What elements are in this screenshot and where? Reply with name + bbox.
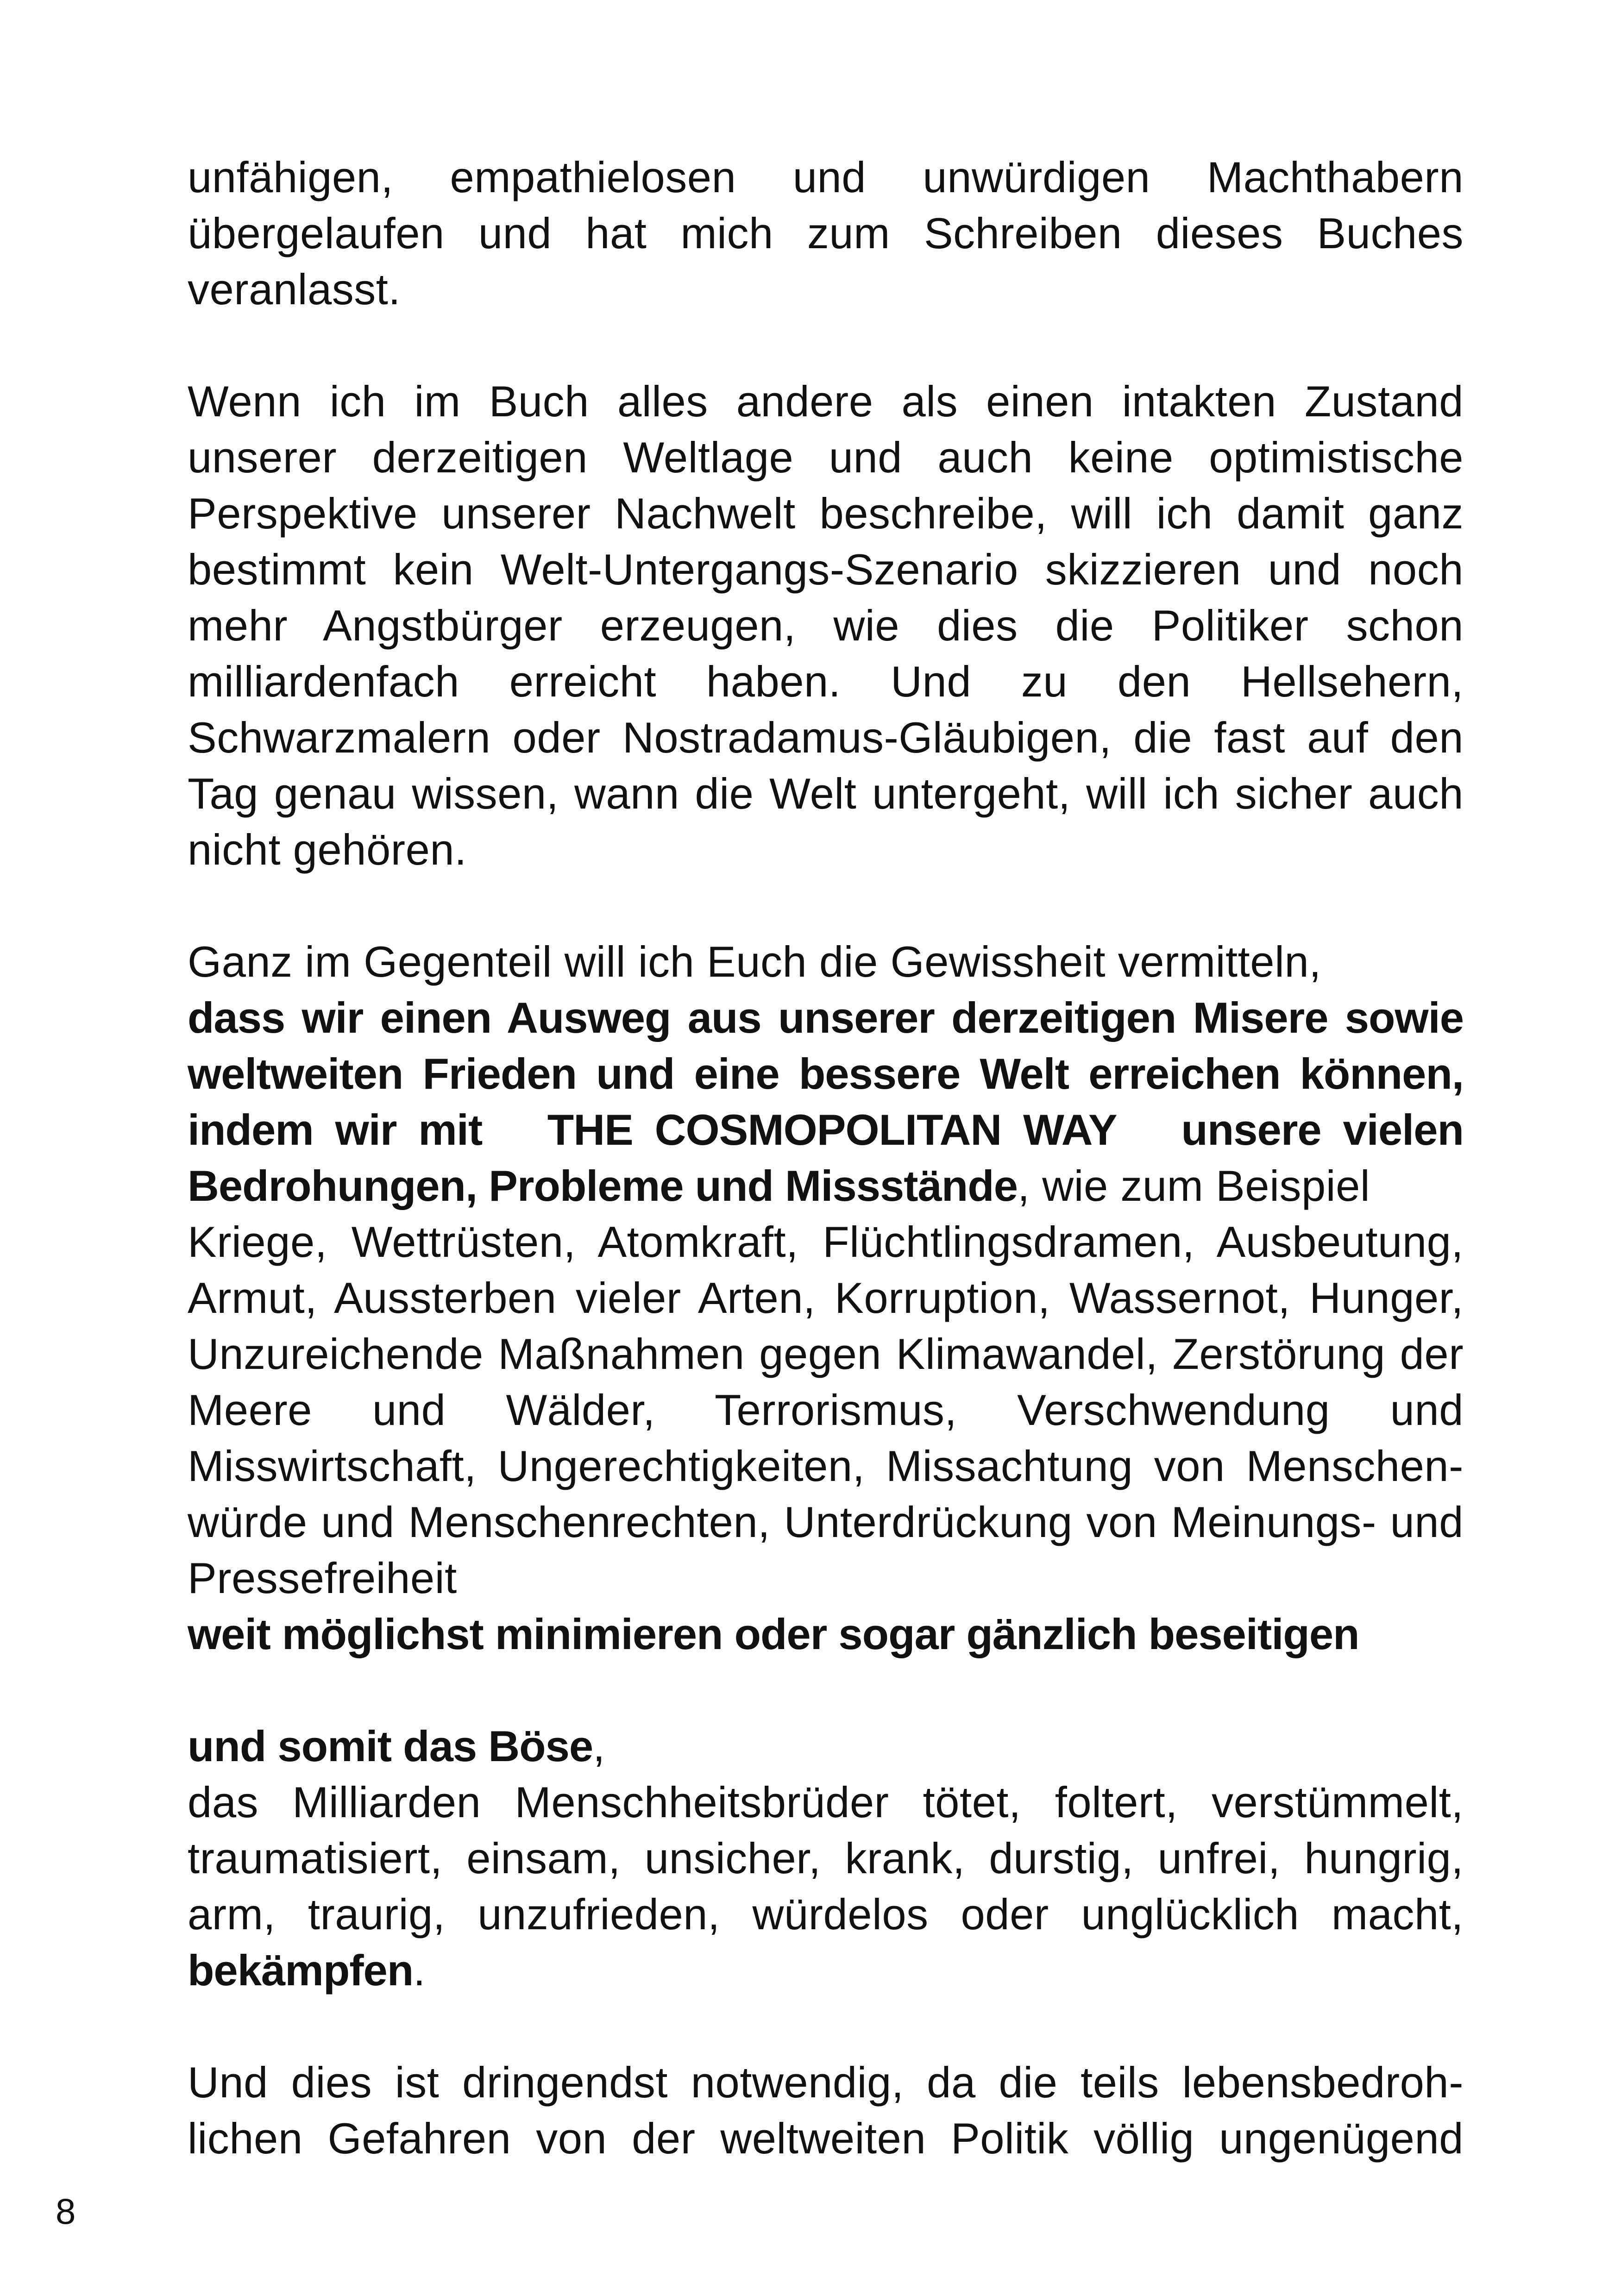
text-line: milliardenfach erreicht haben. Und zu den Hellsehern, (188, 657, 1464, 706)
text-line: unserer derzeitigen Weltlage und auch keine optimistische (188, 433, 1464, 482)
text-line: übergelaufen und hat mich zum Schreiben dieses Buches (188, 209, 1464, 257)
page-body (188, 149, 1464, 2166)
text-line: würde und Menschenrechten, Unterdrückung von Meinungs- und (188, 1498, 1464, 1546)
text-line: Armut, Aussterben vieler Arten, Korruption, Wassernot, Hunger, (188, 1273, 1464, 1322)
text-line: unfähigen, empathielosen und unwürdigen Machthabern (188, 153, 1464, 201)
bold-text-line: weit möglichst minimieren oder sogar gänzlich beseitigen (188, 1610, 1359, 1658)
paragraph-gap (188, 878, 1464, 934)
text-line: lichen Gefahren von der weltweiten Politik völlig ungenügend (188, 2114, 1464, 2163)
text-line: mehr Angstbürger erzeugen, wie dies die Politiker schon (188, 601, 1464, 650)
bold-phrase: bekämpfen (188, 1946, 414, 1995)
text-line: bestimmt kein Welt-Untergangs-Szenario skizzieren und noch (188, 545, 1464, 594)
paragraph-2 (188, 373, 1464, 878)
text-run: , wie zum Beispiel (1018, 1161, 1370, 1210)
paragraph-gap (188, 1998, 1464, 2054)
text-line: Tag genau wissen, wann die Welt untergeht, will ich sicher auch (188, 769, 1464, 818)
bold-phrase: Bedrohungen, Probleme und Missstände (188, 1161, 1018, 1210)
text-line: Misswirtschaft, Ungerechtigkeiten, Missachtung von Menschen- (188, 1442, 1464, 1490)
paragraph-3 (188, 934, 1464, 1662)
paragraph-gap (188, 317, 1464, 373)
paragraph-5 (188, 2054, 1464, 2166)
page-number: 8 (56, 2191, 76, 2232)
text-line: Schwarzmalern oder Nostradamus-Gläubigen, die fast auf den (188, 713, 1464, 762)
text-line: Unzureichende Maßnahmen gegen Klimawandel, Zerstörung der (188, 1330, 1464, 1378)
text-line: Meere und Wälder, Terrorismus, Verschwendung und (188, 1386, 1464, 1434)
text-run: , (593, 1722, 605, 1770)
mixed-text-line (188, 1942, 1464, 1998)
bold-text-line: dass wir einen Ausweg aus unserer derzeitigen Misere sowie (188, 993, 1464, 1042)
text-line: Ganz im Gegenteil will ich Euch die Gewissheit vermitteln, (188, 937, 1321, 986)
text-line: Kriege, Wettrüsten, Atomkraft, Flüchtlingsdramen, Ausbeutung, (188, 1217, 1464, 1266)
text-line: veranlasst. (188, 265, 401, 314)
paragraph-gap (188, 1662, 1464, 1718)
text-line: das Milliarden Menschheitsbrüder tötet, foltert, verstümmelt, (188, 1778, 1464, 1826)
text-line: arm, traurig, unzufrieden, würdelos oder unglücklich macht, (188, 1890, 1464, 1938)
text-line: traumatisiert, einsam, unsicher, krank, durstig, unfrei, hungrig, (188, 1834, 1464, 1882)
text-line: Pressefreiheit (188, 1554, 457, 1602)
mixed-text-line (188, 1158, 1464, 1214)
mixed-text-line (188, 1718, 1464, 1774)
bold-text-line: indem wir mit THE COSMOPOLITAN WAY unsere vielen (188, 1105, 1464, 1154)
text-run: . (413, 1946, 426, 1995)
text-line: Perspektive unserer Nachwelt beschreibe, will ich damit ganz (188, 489, 1464, 538)
text-line: nicht gehören. (188, 825, 467, 874)
paragraph-4 (188, 1718, 1464, 1998)
text-line: Und dies ist dringendst notwendig, da die teils lebensbedroh- (188, 2058, 1464, 2107)
text-line: Wenn ich im Buch alles andere als einen intakten Zustand (188, 377, 1464, 426)
paragraph-1 (188, 149, 1464, 317)
bold-text-line: weltweiten Frieden und eine bessere Welt erreichen können, (188, 1049, 1464, 1098)
bold-phrase: und somit das Böse (188, 1722, 593, 1770)
